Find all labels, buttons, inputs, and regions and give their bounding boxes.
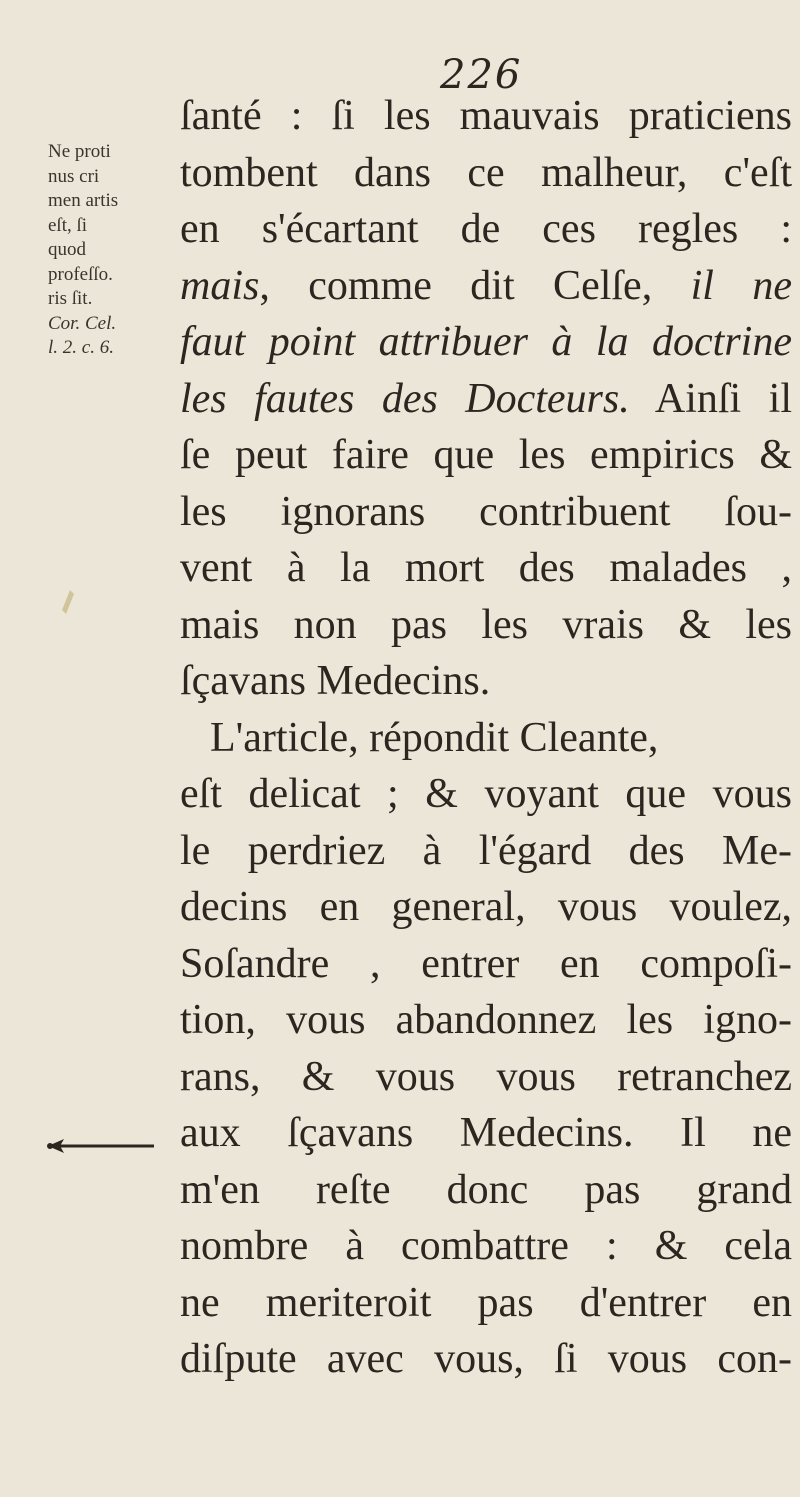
text-line [180,314,792,371]
text-line [180,1331,792,1388]
text-line [180,540,792,597]
text-span: ſe peut faire que les empirics & [180,432,792,478]
italic-text-span: mais [180,262,260,309]
text-line [180,1162,792,1219]
margin-note-line: nus cri [48,165,100,187]
margin-note-line: quod [48,239,86,260]
text-span: aux ſçavans Medecins. Il ne [180,1110,792,1156]
text-span: decins en general, vous voulez, [180,884,792,930]
text-span: le perdriez à l'égard des Me- [180,827,792,874]
text-span: m'en reſte donc pas grand [180,1166,792,1213]
text-span: eſt delicat ; & voyant que vous [180,771,792,817]
margin-note-line: ris ſit. [48,288,93,309]
italic-text-span: les fautes des Docteurs. [180,375,630,422]
text-span: tombent dans ce malheur, c'eſt [180,149,792,196]
body-text [180,88,792,1388]
margin-note-line: men artis [48,190,119,211]
pointing-hand-mark-icon [46,1136,156,1156]
ink-stain-icon [60,588,76,616]
text-line [180,145,792,202]
margin-reference-line: l. 2. c. 6. [48,337,114,358]
text-line [180,653,792,710]
italic-text-span: faut point attribuer à la doctrine [180,319,792,365]
text-span: , comme dit Celſe, [259,262,691,309]
text-span: Ainſi il [629,375,792,422]
text-span: ſçavans Medecins. [180,658,491,704]
text-span: tion, vous abandonnez les igno- [180,997,792,1043]
text-span: nombre à combattre : & cela [180,1223,792,1269]
text-span: Soſandre , entrer en compoſi- [180,940,792,987]
text-line [180,879,792,936]
text-span: L'article, répondit Cleante, [210,714,659,761]
text-line [180,201,792,258]
text-line [180,88,792,145]
text-line [180,823,792,880]
text-line [180,427,792,484]
text-line [180,484,792,541]
text-span: mais non pas les vrais & les [180,601,792,648]
text-span: en s'écartant de ces regles : [180,206,792,252]
text-line [180,936,792,993]
text-span: les ignorans contribuent ſou- [180,488,792,535]
margin-note-line: profeſſo. [48,263,113,285]
margin-note-line: Ne proti [48,141,111,162]
text-line [180,1105,792,1162]
text-span: ne meriteroit pas d'entrer en [180,1279,792,1326]
margin-reference-line: Cor. Cel. [48,312,117,334]
text-span: ſanté : ſi les mauvais praticiens [180,93,792,139]
text-line [180,1049,792,1106]
text-span: diſpute avec vous, ſi vous con- [180,1336,792,1382]
text-span: vent à la mort des malades , [180,545,792,591]
page-number: 226 [440,52,523,98]
margin-note [48,140,176,361]
text-line [180,597,792,654]
margin-note-line: eſt, ſi [48,214,88,236]
text-line [180,992,792,1049]
text-line [180,710,792,767]
text-line [180,258,792,315]
text-line [180,1218,792,1275]
text-line [180,766,792,823]
text-line [180,1275,792,1332]
text-span: rans, & vous vous retranchez [180,1053,792,1100]
text-line [180,371,792,428]
italic-text-span: il ne [690,262,793,309]
